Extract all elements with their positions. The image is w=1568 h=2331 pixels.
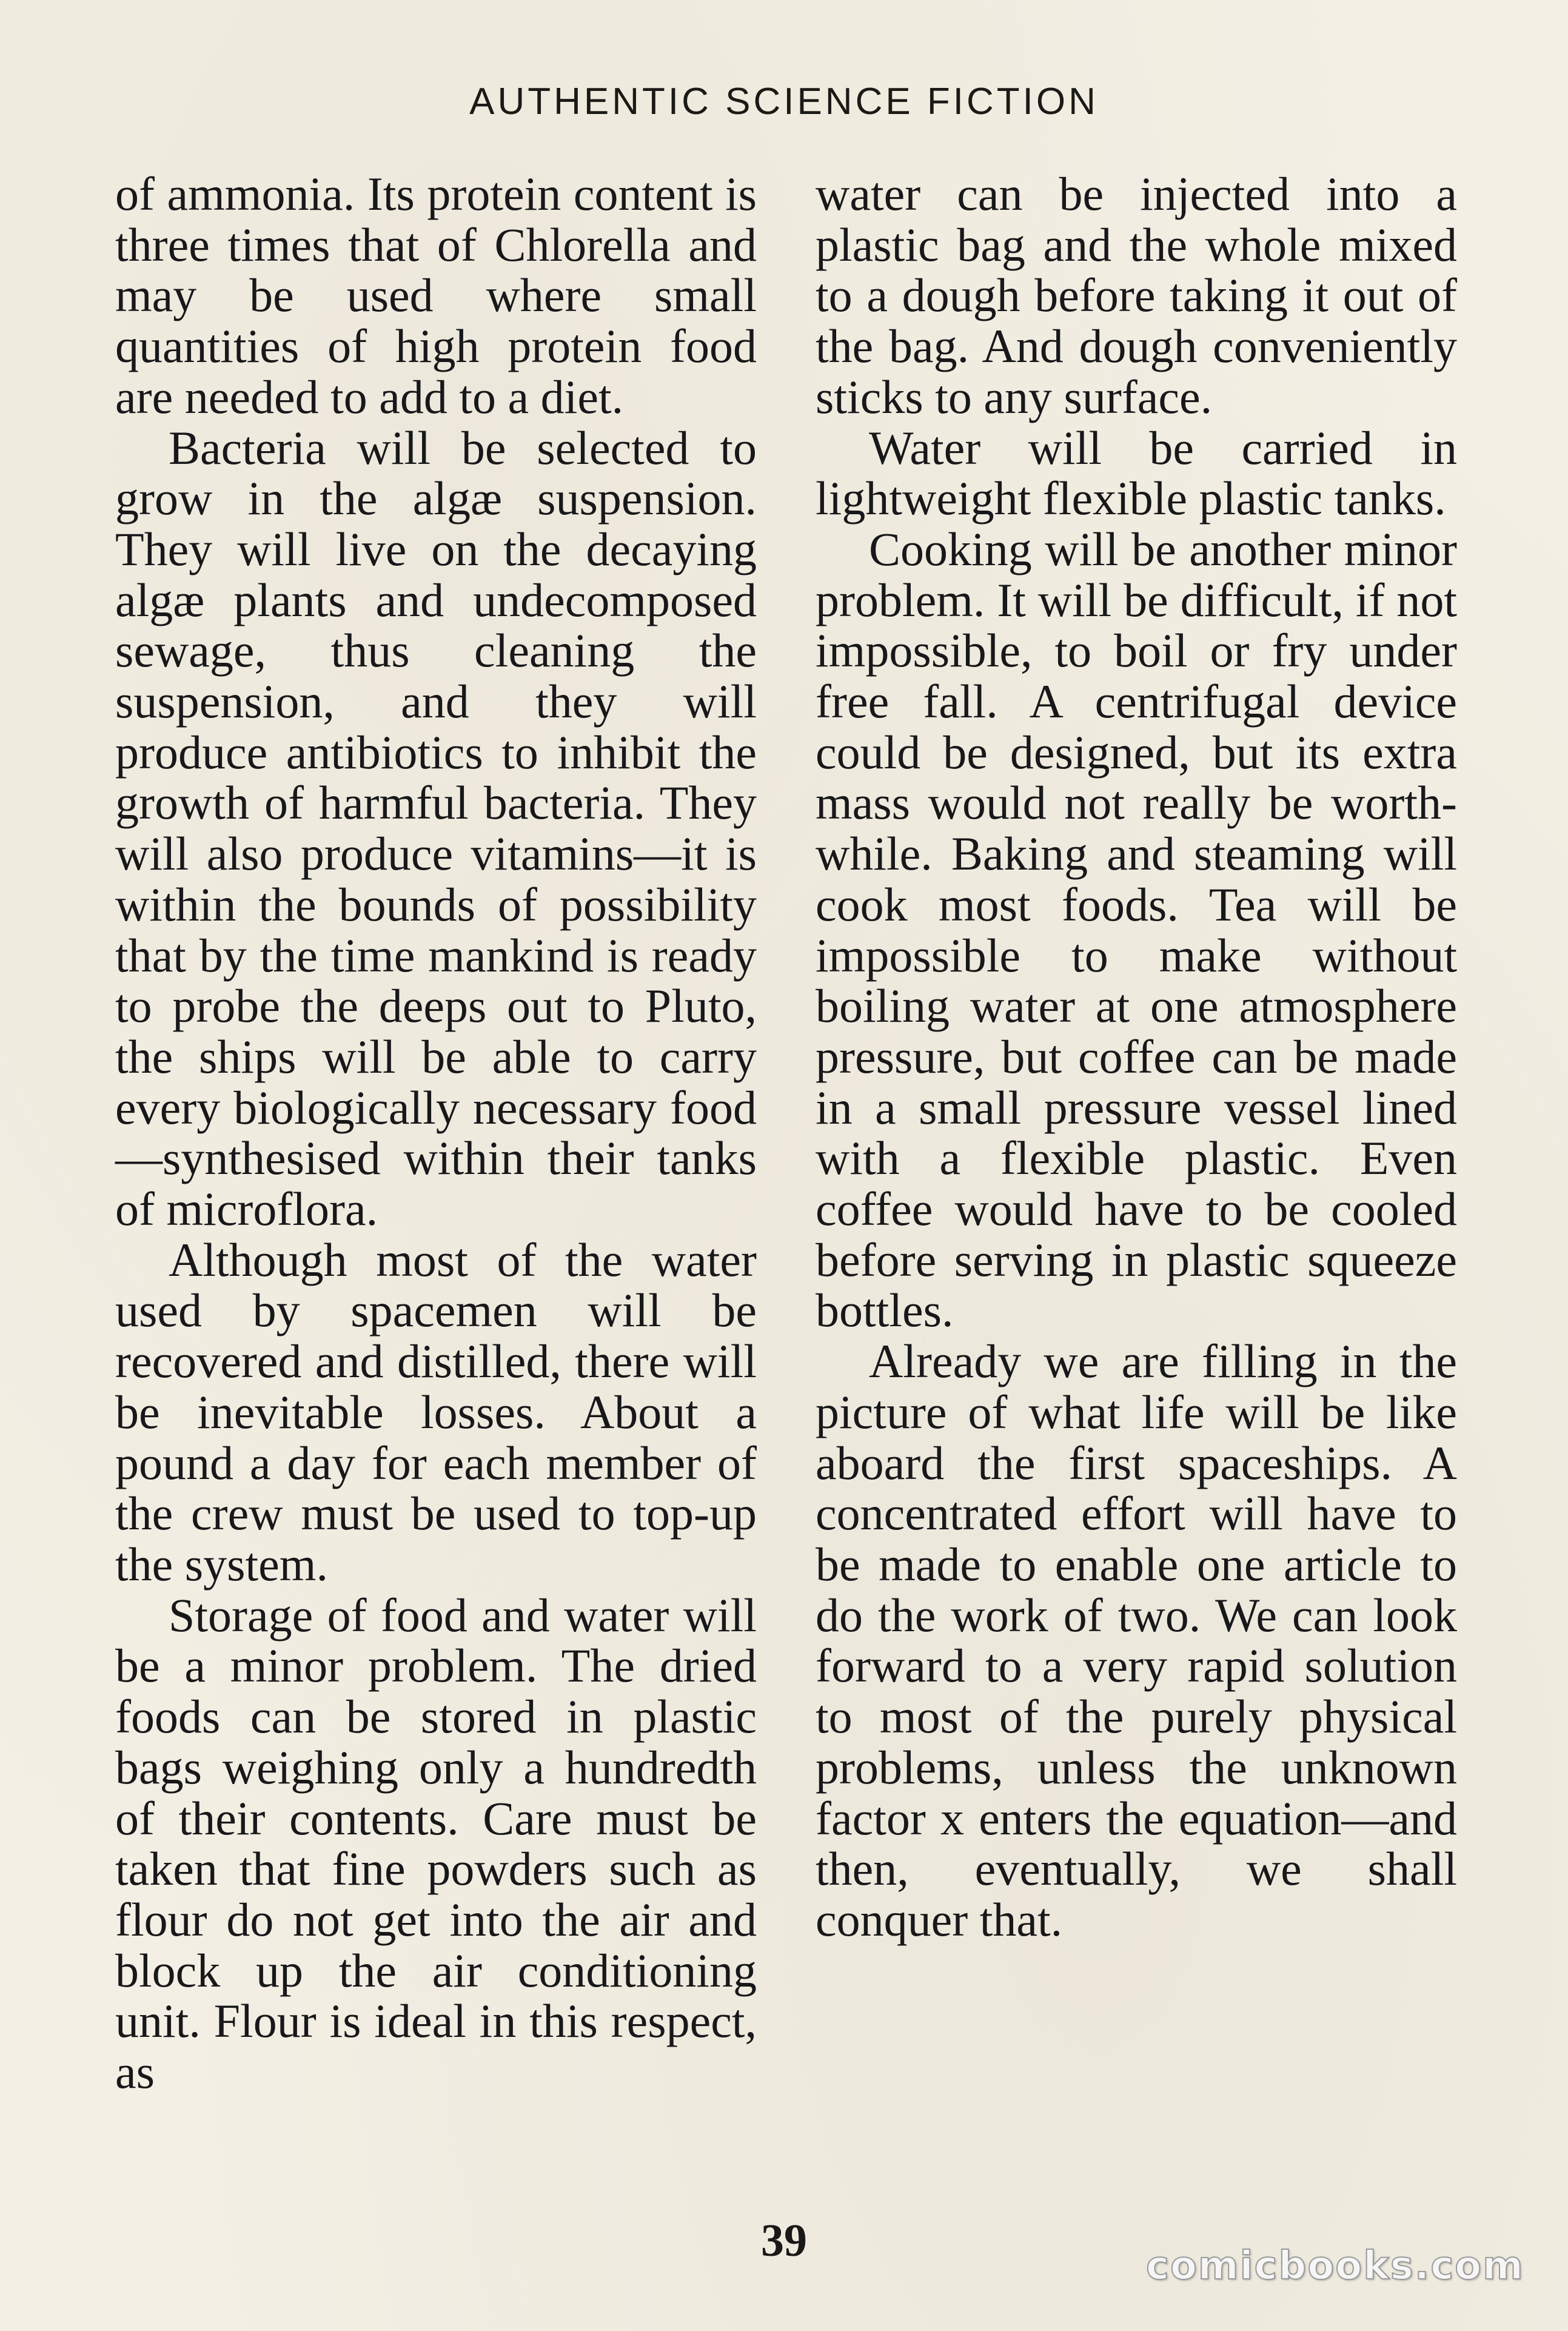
paragraph: Bacteria will be selected to grow in the algæ suspension. They will live on the decaying algæ plants and undecomposed sewage, thus cleaning the suspension, and they will produce antibiotics to inhibit the growth of harmful bacteria. They will also produce vitamins—it is within the bounds of possibility that by the time mankind is ready to probe the deeps out to Pluto, the ships will be able to carry every biologically necessary food—synthesised within their tanks of microflora. xyxy=(115,421,757,1236)
paragraph: of ammonia. Its protein content is three times that of Chlorella and may be used where small quantities of high protein food are needed to add to a diet. xyxy=(115,167,757,423)
paragraph: Water will be carried in lightweight flexible plastic tanks. xyxy=(816,421,1457,525)
paragraph: Although most of the water used by spacemen will be recovered and distilled, there will be inevitable losses. About a pound a day for each member of the crew must be used to top-up the system. xyxy=(115,1233,757,1591)
page-number: 39 xyxy=(761,2215,807,2266)
running-head: AUTHENTIC SCIENCE FICTION xyxy=(469,81,1099,122)
paragraph: Storage of food and water will be a minor problem. The dried foods can be stored in plastic bags weighing only a hundredth of their contents. Care must be taken that fine powders such as flour do not get into the air and block up the air conditioning unit. Flour is ideal in this respect, as xyxy=(115,1588,757,2099)
paragraph: Cooking will be another minor problem. It will be difficult, if not impossible, to boil or fry under free fall. A centrifugal device could be designed, but its extra mass would not really be worthwhile. Baking and steaming will cook most foods. Tea will be impossible to make without boiling water at one atmosphere pressure, but coffee can be made in a small pressure vessel lined with a flexible plastic. Even coffee would have to be cooled before serving in plastic squeeze bottles. xyxy=(816,522,1457,1337)
paragraph: water can be injected into a plastic bag and the whole mixed to a dough before taking it out of the bag. And dough conveniently sticks to any surface. xyxy=(816,167,1457,423)
paragraph: Already we are filling in the picture of what life will be like aboard the first spaceships. A concentrated effort will have to be made to enable one article to do the work of two. We can look forward to a very rapid solution to most of the purely physical problems, unless the unknown factor x enters the equation—and then, eventually, we shall conquer that. xyxy=(816,1335,1457,1946)
right-column xyxy=(816,169,1457,1945)
watermark: comicbooks.com xyxy=(1146,2244,1524,2289)
left-column xyxy=(115,169,757,2098)
